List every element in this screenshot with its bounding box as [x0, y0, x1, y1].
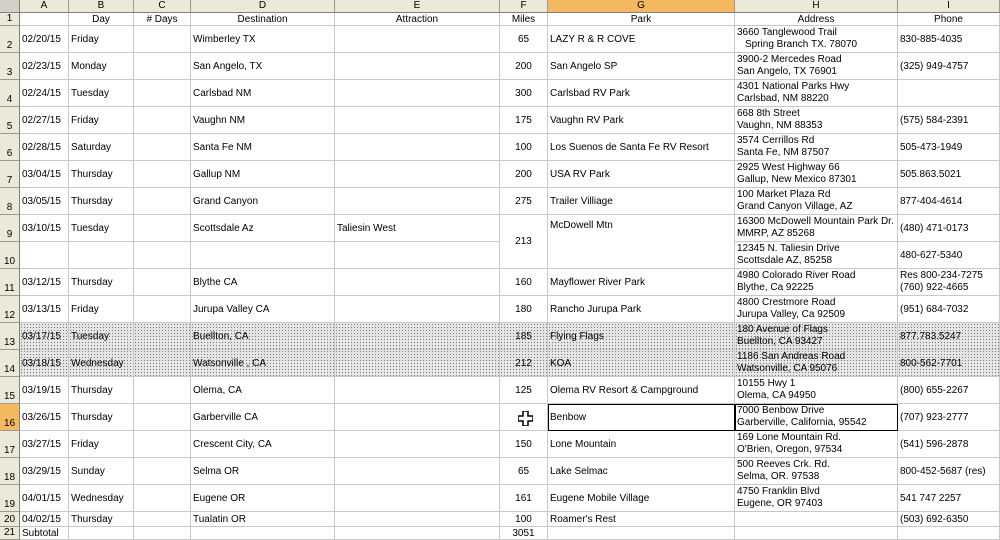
cell-e10[interactable]	[335, 242, 500, 269]
row-header-5[interactable]: 5	[0, 107, 20, 134]
cell-days-5[interactable]	[134, 107, 191, 134]
cell-attraction-16[interactable]	[335, 404, 500, 431]
cell-miles-17[interactable]: 150	[500, 431, 548, 458]
cell-address-10-line-1: 12345 N. Taliesin Drive	[737, 243, 840, 254]
column-header-a[interactable]: A	[20, 0, 69, 13]
cell-date-8[interactable]: 03/05/15	[20, 188, 69, 215]
cell-address-18[interactable]	[735, 458, 898, 485]
cell-address-10-line-2: Scottsdale AZ, 85258	[737, 255, 833, 266]
cell-address-5-line-2: Vaughn, NM 88353	[737, 120, 823, 131]
cell-destination-5[interactable]: Vaughn NM	[191, 107, 335, 134]
header-cell-h[interactable]: Address	[735, 13, 898, 26]
cell-h21[interactable]	[735, 527, 898, 540]
cell-park-16[interactable]: Benbow	[548, 404, 735, 431]
cell-attraction-11[interactable]	[335, 269, 500, 296]
cell-days-19[interactable]	[134, 485, 191, 512]
cell-destination-11[interactable]: Blythe CA	[191, 269, 335, 296]
cell-phone-14[interactable]: 800-562-7701	[898, 350, 1000, 377]
cell-address-15-line-1: 10155 Hwy 1	[737, 378, 796, 389]
cell-destination-2[interactable]: Wimberley TX	[191, 26, 335, 53]
cell-phone-11-line-1: Res 800-234-7275	[900, 270, 983, 281]
cell-address-9[interactable]	[735, 215, 898, 242]
column-header-e[interactable]: E	[335, 0, 500, 13]
row-header-13[interactable]: 13	[0, 323, 20, 350]
cell-address-14-line-1: 1186 San Andreas Road	[737, 351, 846, 362]
cell-days-3[interactable]	[134, 53, 191, 80]
row-header-10[interactable]: 10	[0, 242, 20, 269]
cell-address-3-line-2: San Angelo, TX 76901	[737, 66, 837, 77]
cell-date-14[interactable]: 03/18/15	[20, 350, 69, 377]
cell-destination-13[interactable]: Buellton, CA	[191, 323, 335, 350]
cell-day-7[interactable]: Thursday	[69, 161, 134, 188]
cell-date-16[interactable]: 03/26/15	[20, 404, 69, 431]
cell-day-4[interactable]: Tuesday	[69, 80, 134, 107]
cell-phone-10[interactable]: 480-627-5340	[898, 242, 1000, 269]
cell-date-5[interactable]: 02/27/15	[20, 107, 69, 134]
cell-phone-15[interactable]: (800) 655-2267	[898, 377, 1000, 404]
row-header-8[interactable]: 8	[0, 188, 20, 215]
cell-park-18[interactable]: Lake Selmac	[548, 458, 735, 485]
cell-address-8-line-1: 100 Market Plaza Rd	[737, 189, 831, 200]
cell-address-6-line-2: Santa Fe, NM 87507	[737, 147, 830, 158]
cell-destination-18[interactable]: Selma OR	[191, 458, 335, 485]
row-header-12[interactable]: 12	[0, 296, 20, 323]
row-header-7[interactable]: 7	[0, 161, 20, 188]
cell-destination-8[interactable]: Grand Canyon	[191, 188, 335, 215]
row-header-14[interactable]: 14	[0, 350, 20, 377]
row-header-6[interactable]: 6	[0, 134, 20, 161]
cell-attraction-3[interactable]	[335, 53, 500, 80]
row-header-19[interactable]: 19	[0, 485, 20, 512]
cell-phone-4[interactable]	[898, 80, 1000, 107]
cell-address-5[interactable]	[735, 107, 898, 134]
cell-park-12[interactable]: Rancho Jurupa Park	[548, 296, 735, 323]
cell-destination-19[interactable]: Eugene OR	[191, 485, 335, 512]
cell-days-13[interactable]	[134, 323, 191, 350]
cell-attraction-4[interactable]	[335, 80, 500, 107]
cell-attraction-17[interactable]	[335, 431, 500, 458]
cell-address-8[interactable]	[735, 188, 898, 215]
cell-days-20[interactable]	[134, 512, 191, 527]
cell-address-4-line-2: Carlsbad, NM 88220	[737, 93, 829, 104]
cell-phone-16[interactable]: (707) 923-2777	[898, 404, 1000, 431]
cell-date-12[interactable]: 03/13/15	[20, 296, 69, 323]
cell-miles-15[interactable]: 125	[500, 377, 548, 404]
cell-address-11-line-2: Blythe, Ca 92225	[737, 282, 814, 293]
cell-park-13[interactable]: Flying Flags	[548, 323, 735, 350]
header-cell-f[interactable]: Miles	[500, 13, 548, 26]
cell-date-9[interactable]: 03/10/15	[20, 215, 69, 242]
cell-address-17-line-1: 169 Lone Mountain Rd.	[737, 432, 841, 443]
column-header-f[interactable]: F	[500, 0, 548, 13]
cell-b10[interactable]	[69, 242, 134, 269]
cell-date-20[interactable]: 04/02/15	[20, 512, 69, 527]
select-all-corner[interactable]	[0, 0, 20, 13]
cell-attraction-18[interactable]	[335, 458, 500, 485]
cell-address-14[interactable]	[735, 350, 898, 377]
cell-days-16[interactable]	[134, 404, 191, 431]
cell-date-17[interactable]: 03/27/15	[20, 431, 69, 458]
cell-day-20[interactable]: Thursday	[69, 512, 134, 527]
cell-i21[interactable]	[898, 527, 1000, 540]
cell-days-17[interactable]	[134, 431, 191, 458]
cell-address-15-line-2: Olema, CA 94950	[737, 390, 816, 401]
column-header-h[interactable]: H	[735, 0, 898, 13]
cell-attraction-20[interactable]	[335, 512, 500, 527]
cell-days-4[interactable]	[134, 80, 191, 107]
cell-days-15[interactable]	[134, 377, 191, 404]
header-cell-d[interactable]: Destination	[191, 13, 335, 26]
cell-phone-11-line-2: (760) 922-4665	[900, 282, 969, 293]
cell-park-5[interactable]: Vaughn RV Park	[548, 107, 735, 134]
cell-miles-19[interactable]: 161	[500, 485, 548, 512]
cell-address-7[interactable]	[735, 161, 898, 188]
cell-destination-15[interactable]: Olema, CA	[191, 377, 335, 404]
cell-day-8[interactable]: Thursday	[69, 188, 134, 215]
cell-address-7-line-2: Gallup, New Mexico 87301	[737, 174, 857, 185]
cell-miles-13[interactable]: 185	[500, 323, 548, 350]
cell-address-16[interactable]	[735, 404, 898, 431]
subtotal-miles-cell[interactable]: 3051	[500, 527, 548, 540]
row-header-2[interactable]: 2	[0, 26, 20, 53]
cell-phone-13[interactable]: 877.783.5247	[898, 323, 1000, 350]
cell-d21[interactable]	[191, 527, 335, 540]
cell-b21[interactable]	[69, 527, 134, 540]
cell-g21[interactable]	[548, 527, 735, 540]
row-header-16[interactable]: 16	[0, 404, 20, 431]
cell-miles-2[interactable]: 65	[500, 26, 548, 53]
cell-destination-20[interactable]: Tualatin OR	[191, 512, 335, 527]
cell-days-2[interactable]	[134, 26, 191, 53]
cell-phone-20[interactable]: (503) 692-6350	[898, 512, 1000, 527]
row-header-18[interactable]: 18	[0, 458, 20, 485]
cell-address-17[interactable]	[735, 431, 898, 458]
cell-park-19[interactable]: Eugene Mobile Village	[548, 485, 735, 512]
cell-days-14[interactable]	[134, 350, 191, 377]
row-header-3[interactable]: 3	[0, 53, 20, 80]
cell-miles-6[interactable]: 100	[500, 134, 548, 161]
column-header-d[interactable]: D	[191, 0, 335, 13]
cell-days-18[interactable]	[134, 458, 191, 485]
column-header-c[interactable]: C	[134, 0, 191, 13]
cell-destination-7[interactable]: Gallup NM	[191, 161, 335, 188]
cell-miles-9[interactable]: 213	[500, 215, 548, 269]
cell-day-12[interactable]: Friday	[69, 296, 134, 323]
cell-destination-4[interactable]: Carlsbad NM	[191, 80, 335, 107]
cell-address-12-line-1: 4800 Crestmore Road	[737, 297, 836, 308]
cell-address-13-line-2: Buellton, CA 93427	[737, 336, 823, 347]
cell-address-2[interactable]	[735, 26, 898, 53]
cell-attraction-12[interactable]	[335, 296, 500, 323]
cell-address-2-line-2: Spring Branch TX. 78070	[745, 39, 858, 50]
cell-address-9-line-2: MMRP, AZ 85268	[737, 228, 815, 239]
cell-park-17[interactable]: Lone Mountain	[548, 431, 735, 458]
cell-address-6-line-1: 3574 Cerrillos Rd	[737, 135, 815, 146]
cell-phone-8[interactable]: 877-404-4614	[898, 188, 1000, 215]
cell-day-9[interactable]: Tuesday	[69, 215, 134, 242]
cell-attraction-6[interactable]	[335, 134, 500, 161]
cell-day-5[interactable]: Friday	[69, 107, 134, 134]
cell-miles-11[interactable]: 160	[500, 269, 548, 296]
cell-address-10[interactable]	[735, 242, 898, 269]
header-cell-i[interactable]: Phone	[898, 13, 1000, 26]
cell-destination-6[interactable]: Santa Fe NM	[191, 134, 335, 161]
cell-attraction-2[interactable]	[335, 26, 500, 53]
cell-destination-3[interactable]: San Angelo, TX	[191, 53, 335, 80]
cell-phone-6[interactable]: 505-473-1949	[898, 134, 1000, 161]
column-header-i[interactable]: I	[898, 0, 1000, 13]
cell-park-20[interactable]: Roamer's Rest	[548, 512, 735, 527]
header-cell-a[interactable]	[20, 13, 69, 26]
header-cell-c[interactable]: # Days	[134, 13, 191, 26]
cell-address-4-line-1: 4301 National Parks Hwy	[737, 81, 850, 92]
cell-address-6[interactable]	[735, 134, 898, 161]
row-header-4[interactable]: 4	[0, 80, 20, 107]
cell-address-14-line-2: Watsonville, CA 95076	[737, 363, 838, 374]
cell-phone-11[interactable]	[898, 269, 1000, 296]
cell-date-6[interactable]: 02/28/15	[20, 134, 69, 161]
cell-address-16-line-1: 7000 Benbow Drive	[737, 405, 825, 416]
cell-address-13-line-1: 180 Avenue of Flags	[737, 324, 828, 335]
cell-day-13[interactable]: Tuesday	[69, 323, 134, 350]
cell-d10[interactable]	[191, 242, 335, 269]
cell-park-6[interactable]: Los Suenos de Santa Fe RV Resort	[548, 134, 735, 161]
cell-destination-17[interactable]: Crescent City, CA	[191, 431, 335, 458]
cell-day-17[interactable]: Friday	[69, 431, 134, 458]
cell-attraction-15[interactable]	[335, 377, 500, 404]
cell-miles-3[interactable]: 200	[500, 53, 548, 80]
cell-destination-9[interactable]: Scottsdale Az	[191, 215, 335, 242]
cell-miles-18[interactable]: 65	[500, 458, 548, 485]
header-cell-b[interactable]: Day	[69, 13, 134, 26]
cell-park-3[interactable]: San Angelo SP	[548, 53, 735, 80]
cell-phone-17[interactable]: (541) 596-2878	[898, 431, 1000, 458]
cell-days-7[interactable]	[134, 161, 191, 188]
cell-address-2-line-1: 3660 Tanglewood Trail	[737, 27, 837, 38]
cell-days-9[interactable]	[134, 215, 191, 242]
cell-day-15[interactable]: Thursday	[69, 377, 134, 404]
cell-miles-7[interactable]: 200	[500, 161, 548, 188]
cell-day-11[interactable]: Thursday	[69, 269, 134, 296]
cell-miles-14[interactable]: 212	[500, 350, 548, 377]
cell-address-17-line-2: O'Brien, Oregon, 97534	[737, 444, 843, 455]
row-header-9[interactable]: 9	[0, 215, 20, 242]
cell-date-15[interactable]: 03/19/15	[20, 377, 69, 404]
cell-e21[interactable]	[335, 527, 500, 540]
cell-miles-4[interactable]: 300	[500, 80, 548, 107]
cell-park-9[interactable]: McDowell Mtn	[548, 215, 735, 269]
cell-address-16-line-2: Garberville, California, 95542	[737, 417, 867, 428]
row-header-20[interactable]: 20	[0, 512, 20, 527]
cell-miles-5[interactable]: 175	[500, 107, 548, 134]
row-header-21[interactable]: 21	[0, 527, 20, 540]
cell-address-19-line-1: 4750 Franklin Blvd	[737, 486, 820, 497]
cell-days-12[interactable]	[134, 296, 191, 323]
cell-park-11[interactable]: Mayflower River Park	[548, 269, 735, 296]
cell-phone-7[interactable]: 505.863.5021	[898, 161, 1000, 188]
header-cell-e[interactable]: Attraction	[335, 13, 500, 26]
cell-address-3[interactable]	[735, 53, 898, 80]
cell-phone-9[interactable]: (480) 471-0173	[898, 215, 1000, 242]
cell-attraction-14[interactable]	[335, 350, 500, 377]
cell-date-19[interactable]: 04/01/15	[20, 485, 69, 512]
cell-park-8[interactable]: Trailer Villiage	[548, 188, 735, 215]
cell-phone-12[interactable]: (951) 684-7032	[898, 296, 1000, 323]
cell-miles-12[interactable]: 180	[500, 296, 548, 323]
header-cell-g[interactable]: Park	[548, 13, 735, 26]
cell-phone-19[interactable]: 541 747 2257	[898, 485, 1000, 512]
cell-a10[interactable]	[20, 242, 69, 269]
column-header-g[interactable]: G	[548, 0, 735, 13]
cell-phone-5[interactable]: (575) 584-2391	[898, 107, 1000, 134]
cell-c10[interactable]	[134, 242, 191, 269]
cell-address-18-line-2: Selma, OR. 97538	[737, 471, 820, 482]
cell-address-3-line-1: 3900-2 Mercedes Road	[737, 54, 842, 65]
cell-address-18-line-1: 500 Reeves Crk. Rd.	[737, 459, 830, 470]
cell-miles-8[interactable]: 275	[500, 188, 548, 215]
cell-attraction-8[interactable]	[335, 188, 500, 215]
cell-address-11[interactable]	[735, 269, 898, 296]
cell-days-6[interactable]	[134, 134, 191, 161]
cell-days-11[interactable]	[134, 269, 191, 296]
cell-address-20[interactable]	[735, 512, 898, 527]
cell-address-7-line-1: 2925 West Highway 66	[737, 162, 840, 173]
cell-address-12[interactable]	[735, 296, 898, 323]
cell-attraction-13[interactable]	[335, 323, 500, 350]
column-header-b[interactable]: B	[69, 0, 134, 13]
cell-date-2[interactable]: 02/20/15	[20, 26, 69, 53]
cell-date-7[interactable]: 03/04/15	[20, 161, 69, 188]
cell-attraction-5[interactable]	[335, 107, 500, 134]
cell-miles-16[interactable]	[500, 404, 548, 431]
cell-day-3[interactable]: Monday	[69, 53, 134, 80]
cell-miles-20[interactable]: 100	[500, 512, 548, 527]
cell-park-2[interactable]: LAZY R & R COVE	[548, 26, 735, 53]
row-header-1[interactable]: 1	[0, 13, 20, 26]
row-header-17[interactable]: 17	[0, 431, 20, 458]
cell-park-15[interactable]: Olema RV Resort & Campground	[548, 377, 735, 404]
cell-phone-18[interactable]: 800-452-5687 (res)	[898, 458, 1000, 485]
cell-phone-2[interactable]: 830-885-4035	[898, 26, 1000, 53]
cell-park-7[interactable]: USA RV Park	[548, 161, 735, 188]
cell-attraction-9[interactable]: Taliesin West	[335, 215, 500, 242]
cell-days-8[interactable]	[134, 188, 191, 215]
cell-address-19[interactable]	[735, 485, 898, 512]
cell-park-14[interactable]: KOA	[548, 350, 735, 377]
cell-date-18[interactable]: 03/29/15	[20, 458, 69, 485]
cell-date-3[interactable]: 02/23/15	[20, 53, 69, 80]
cell-day-6[interactable]: Saturday	[69, 134, 134, 161]
cell-destination-16[interactable]: Garberville CA	[191, 404, 335, 431]
cell-attraction-19[interactable]	[335, 485, 500, 512]
cell-day-2[interactable]: Friday	[69, 26, 134, 53]
cell-phone-3[interactable]: (325) 949-4757	[898, 53, 1000, 80]
cell-date-11[interactable]: 03/12/15	[20, 269, 69, 296]
row-header-15[interactable]: 15	[0, 377, 20, 404]
cell-address-8-line-2: Grand Canyon Village, AZ	[737, 201, 853, 212]
cell-date-13[interactable]: 03/17/15	[20, 323, 69, 350]
cell-attraction-7[interactable]	[335, 161, 500, 188]
cell-address-9-line-1: 16300 McDowell Mountain Park Dr.	[737, 216, 894, 227]
cell-address-12-line-2: Jurupa Valley, Ca 92509	[737, 309, 846, 320]
subtotal-label-cell[interactable]: Subtotal	[20, 527, 69, 540]
cell-address-5-line-1: 668 8th Street	[737, 108, 800, 119]
cell-park-4[interactable]: Carlsbad RV Park	[548, 80, 735, 107]
cell-address-13[interactable]	[735, 323, 898, 350]
cell-address-4[interactable]	[735, 80, 898, 107]
cell-day-19[interactable]: Wednesday	[69, 485, 134, 512]
cell-address-15[interactable]	[735, 377, 898, 404]
cell-date-4[interactable]: 02/24/15	[20, 80, 69, 107]
cell-day-14[interactable]: Wednesday	[69, 350, 134, 377]
row-header-11[interactable]: 11	[0, 269, 20, 296]
cell-day-18[interactable]: Sunday	[69, 458, 134, 485]
cell-c21[interactable]	[134, 527, 191, 540]
cell-address-19-line-2: Eugene, OR 97403	[737, 498, 823, 509]
cell-destination-14[interactable]: Watsonville , CA	[191, 350, 335, 377]
cell-day-16[interactable]: Thursday	[69, 404, 134, 431]
cell-destination-12[interactable]: Jurupa Valley CA	[191, 296, 335, 323]
cell-address-11-line-1: 4980 Colorado River Road	[737, 270, 856, 281]
